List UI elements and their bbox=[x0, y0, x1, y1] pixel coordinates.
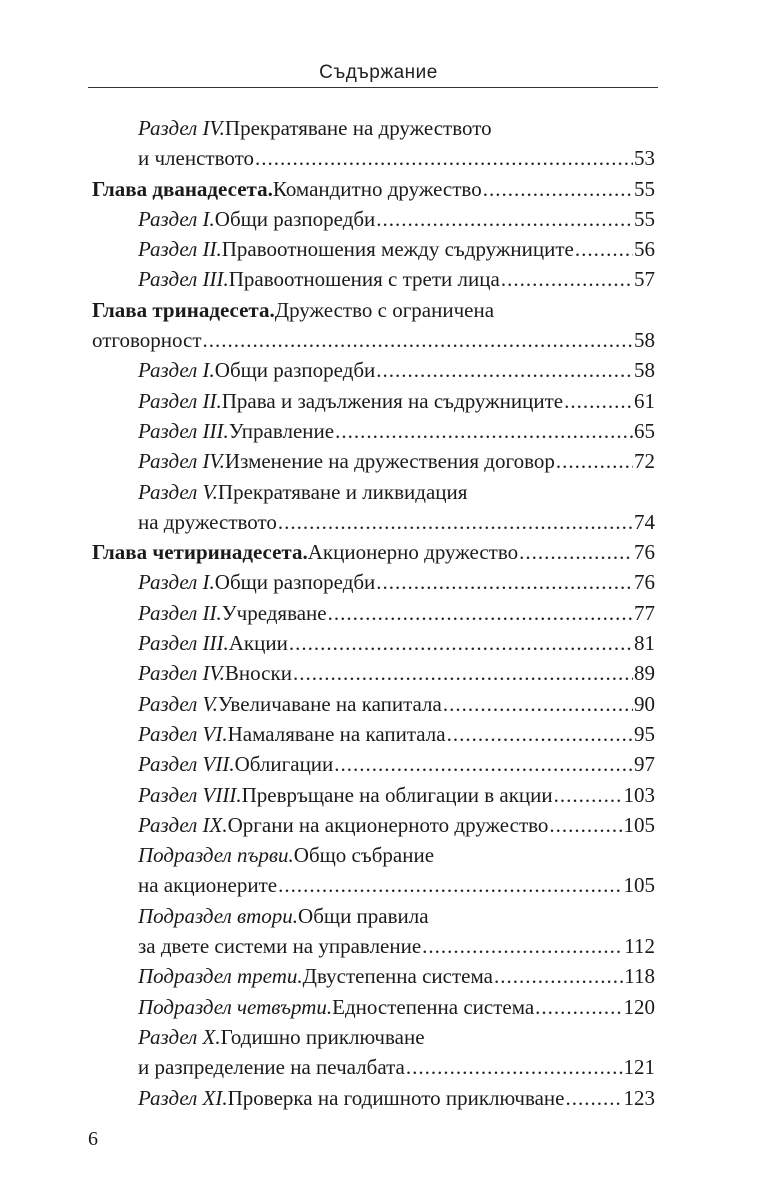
toc-entry-title: и разпределение на печалбата bbox=[138, 1055, 405, 1080]
dot-leader bbox=[501, 264, 633, 294]
table-of-contents bbox=[92, 113, 655, 1113]
toc-entry-label: Раздел IV. bbox=[138, 449, 225, 474]
toc-entry-label: Раздел VII. bbox=[138, 752, 235, 777]
toc-page-number: 74 bbox=[634, 509, 655, 534]
toc-page-number: 58 bbox=[634, 358, 655, 383]
toc-page-number: 56 bbox=[634, 237, 655, 262]
toc-entry-title: Акционерно дружество bbox=[307, 540, 519, 565]
toc-entry-title: Годишно приключване bbox=[220, 1024, 425, 1049]
toc-entry bbox=[92, 1052, 655, 1082]
dot-leader bbox=[335, 416, 633, 446]
toc-entry-title: Превръщане на облигации в акции bbox=[241, 782, 553, 807]
toc-entry-label: Раздел II. bbox=[138, 237, 222, 262]
toc-entry bbox=[92, 1022, 655, 1052]
toc-entry-title: Намаляване на капитала bbox=[227, 721, 446, 746]
toc-page-number: 53 bbox=[634, 146, 655, 171]
toc-entry bbox=[92, 204, 655, 234]
toc-page-number: 57 bbox=[634, 267, 655, 292]
dot-leader bbox=[376, 204, 633, 234]
toc-entry-title: Прекратяване на дружеството bbox=[224, 116, 492, 140]
toc-entry-title: Вноски bbox=[224, 661, 292, 686]
toc-entry-title: Общи разпоредби bbox=[214, 358, 376, 383]
toc-entry bbox=[92, 416, 655, 446]
toc-entry-title: Органи на акционерното дружество bbox=[227, 812, 549, 837]
toc-page-number: 120 bbox=[623, 994, 655, 1019]
toc-page-number: 118 bbox=[624, 964, 655, 989]
toc-entry-title: Командитно дружество bbox=[272, 176, 482, 201]
toc-page-number: 76 bbox=[634, 570, 655, 595]
toc-page-number: 61 bbox=[634, 388, 655, 413]
toc-entry bbox=[92, 901, 655, 931]
toc-page-number: 55 bbox=[634, 176, 655, 201]
toc-page-number: 76 bbox=[634, 540, 655, 565]
dot-leader bbox=[293, 658, 633, 688]
toc-entry-title: Изменение на дружествения договор bbox=[224, 449, 555, 474]
toc-chapter-label: Глава дванадесета. bbox=[92, 176, 273, 201]
toc-entry-label: Раздел III. bbox=[138, 631, 229, 656]
toc-entry bbox=[92, 810, 655, 840]
toc-page-number: 112 bbox=[624, 934, 655, 959]
toc-page-number: 81 bbox=[634, 631, 655, 656]
toc-entry bbox=[92, 113, 655, 143]
dot-leader bbox=[376, 355, 633, 385]
toc-entry-label: Раздел VIII. bbox=[138, 782, 242, 807]
header-rule bbox=[88, 87, 658, 88]
toc-page-number: 65 bbox=[634, 418, 655, 443]
toc-entry-title: Едностепенна система bbox=[332, 994, 535, 1019]
dot-leader bbox=[289, 628, 633, 658]
toc-page-number: 89 bbox=[634, 661, 655, 686]
toc-entry-title: отговорност bbox=[92, 328, 202, 353]
toc-page-number: 105 bbox=[623, 873, 655, 898]
toc-entry-label: Раздел VI. bbox=[138, 721, 228, 746]
toc-entry bbox=[92, 143, 655, 173]
toc-page-number: 95 bbox=[634, 721, 655, 746]
toc-entry-label: Раздел I. bbox=[138, 570, 215, 595]
toc-entry bbox=[92, 870, 655, 900]
toc-entry bbox=[92, 628, 655, 658]
toc-entry-label: Раздел I. bbox=[138, 358, 215, 383]
toc-page-number: 123 bbox=[623, 1085, 655, 1110]
dot-leader bbox=[519, 537, 633, 567]
toc-entry bbox=[92, 689, 655, 719]
toc-entry-label: Раздел X. bbox=[138, 1024, 221, 1049]
toc-entry-label: Подраздел втори. bbox=[138, 903, 299, 928]
toc-entry bbox=[92, 234, 655, 264]
toc-entry bbox=[92, 477, 655, 507]
dot-leader bbox=[376, 567, 633, 597]
dot-leader bbox=[483, 174, 633, 204]
toc-entry-title: Правоотношения с трети лица bbox=[228, 267, 500, 292]
dot-leader bbox=[278, 507, 633, 537]
toc-entry bbox=[92, 507, 655, 537]
toc-page-number: 105 bbox=[623, 812, 655, 837]
toc-entry bbox=[92, 355, 655, 385]
toc-entry-label: Раздел II. bbox=[138, 388, 222, 413]
toc-entry-label: Раздел V. bbox=[138, 479, 218, 504]
dot-leader bbox=[443, 689, 633, 719]
dot-leader bbox=[406, 1052, 623, 1082]
toc-entry-title: Увеличаване на капитала bbox=[217, 691, 442, 716]
dot-leader bbox=[556, 446, 633, 476]
toc-chapter bbox=[92, 537, 655, 567]
toc-entry bbox=[92, 386, 655, 416]
toc-entry-title: Прекратяване и ликвидация bbox=[217, 479, 468, 504]
dot-leader bbox=[328, 598, 633, 628]
toc-entry-title: Общи разпоредби bbox=[214, 206, 376, 231]
toc-page-number: 55 bbox=[634, 206, 655, 231]
toc-chapter bbox=[92, 174, 655, 204]
toc-entry-label: Раздел IV. bbox=[138, 661, 225, 686]
toc-page-number: 90 bbox=[634, 691, 655, 716]
toc-entry-label: Раздел III. bbox=[138, 267, 229, 292]
toc-chapter-label: Глава четиринадесета. bbox=[92, 540, 308, 565]
toc-entry-title: Общо събрание bbox=[293, 843, 435, 868]
toc-entry bbox=[92, 961, 655, 991]
dot-leader bbox=[447, 719, 633, 749]
toc-entry bbox=[92, 567, 655, 597]
toc-entry-title: Облигации bbox=[234, 752, 334, 777]
toc-entry-title: Общи разпоредби bbox=[214, 570, 376, 595]
toc-page-number: 77 bbox=[634, 600, 655, 625]
dot-leader bbox=[203, 325, 633, 355]
toc-chapter bbox=[92, 295, 655, 325]
toc-entry-label: Подраздел четвърти. bbox=[138, 994, 333, 1019]
toc-page-number: 97 bbox=[634, 752, 655, 777]
toc-entry bbox=[92, 264, 655, 294]
toc-entry-title: Двустепенна система bbox=[302, 964, 493, 989]
toc-entry-title: Правоотношения между съдружниците bbox=[221, 237, 574, 262]
dot-leader bbox=[334, 749, 633, 779]
toc-entry-title: Дружество с ограничена bbox=[274, 297, 495, 322]
toc-entry-label: Подраздел първи. bbox=[138, 843, 294, 868]
toc-entry-title: Проверка на годишното приключване bbox=[227, 1085, 565, 1110]
toc-entry-label: Раздел IX. bbox=[138, 812, 228, 837]
toc-chapter-label: Глава тринадесета. bbox=[92, 297, 275, 322]
toc-entry bbox=[92, 446, 655, 476]
toc-entry-title: Акции bbox=[228, 631, 288, 656]
dot-leader bbox=[564, 386, 633, 416]
toc-entry bbox=[92, 780, 655, 810]
toc-page-number: 103 bbox=[623, 782, 655, 807]
toc-entry-title: Общи правила bbox=[298, 903, 429, 928]
dot-leader bbox=[565, 1083, 622, 1113]
toc-page-number: 121 bbox=[623, 1055, 655, 1080]
dot-leader bbox=[549, 810, 622, 840]
dot-leader bbox=[278, 870, 622, 900]
toc-entry-label: Раздел V. bbox=[138, 691, 218, 716]
dot-leader bbox=[255, 143, 633, 173]
toc-chapter bbox=[92, 325, 655, 355]
toc-entry-title: и членството bbox=[138, 146, 254, 171]
toc-entry-title: Управление bbox=[228, 418, 335, 443]
dot-leader bbox=[494, 961, 623, 991]
toc-entry-label: Раздел XI. bbox=[138, 1085, 228, 1110]
toc-entry-label: Раздел III. bbox=[138, 418, 229, 443]
toc-page-number: 58 bbox=[634, 328, 655, 353]
toc-entry bbox=[92, 992, 655, 1022]
dot-leader bbox=[554, 780, 623, 810]
running-header: Съдържание bbox=[319, 62, 438, 83]
dot-leader bbox=[422, 931, 623, 961]
toc-entry bbox=[92, 1083, 655, 1113]
toc-entry-label: Подраздел трети. bbox=[138, 964, 303, 989]
toc-entry bbox=[92, 749, 655, 779]
dot-leader bbox=[535, 992, 622, 1022]
toc-entry-label: Раздел IV. bbox=[138, 116, 225, 140]
toc-entry bbox=[92, 658, 655, 688]
dot-leader bbox=[575, 234, 633, 264]
toc-entry-label: Раздел I. bbox=[138, 206, 215, 231]
toc-entry-title: на акционерите bbox=[138, 873, 278, 898]
toc-entry-title: на дружеството bbox=[138, 509, 277, 534]
toc-entry bbox=[92, 598, 655, 628]
toc-entry-title: Права и задължения на съдружниците bbox=[221, 388, 564, 413]
toc-entry-title: за двете системи на управление bbox=[138, 934, 422, 959]
page-number: 6 bbox=[88, 1128, 98, 1150]
toc-entry bbox=[92, 840, 655, 870]
toc-page-number: 72 bbox=[634, 449, 655, 474]
toc-entry-title: Учредяване bbox=[221, 600, 327, 625]
toc-entry bbox=[92, 931, 655, 961]
toc-entry-label: Раздел II. bbox=[138, 600, 222, 625]
toc-entry bbox=[92, 719, 655, 749]
